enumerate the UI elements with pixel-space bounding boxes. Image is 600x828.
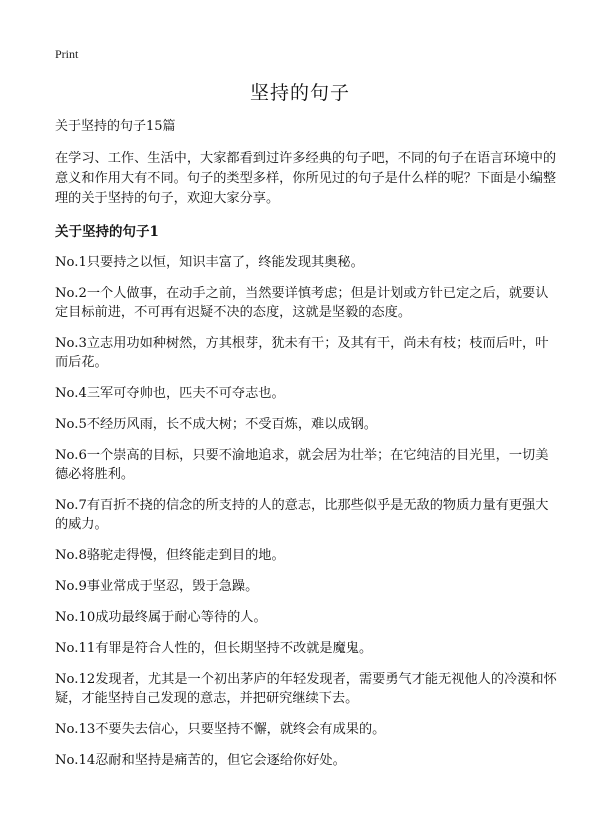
quote-item: No.3立志用功如种树然，方其根芽，犹未有干；及其有干，尚未有枝；枝而后叶，叶而后花。	[55, 336, 549, 370]
quote-item: No.5不经历风雨，长不成大树；不受百炼，难以成钢。	[55, 417, 377, 432]
quote-item: No.1只要持之以恒，知识丰富了，终能发现其奥秘。	[55, 255, 364, 270]
quote-item: No.4三军可夺帅也，匹夫不可夺志也。	[55, 386, 285, 401]
quote-item: No.7有百折不挠的信念的所支持的人的意志，比那些似乎是无敌的物质力量有更强大的威力。	[55, 498, 549, 532]
quote-item: No.13不要失去信心，只要坚持不懈，就终会有成果的。	[55, 722, 386, 737]
document-subtitle: 关于坚持的句子15篇	[55, 119, 176, 134]
quote-item: No.8骆驼走得慢，但终能走到目的地。	[55, 548, 285, 563]
quote-item: No.9事业常成于坚忍，毁于急躁。	[55, 579, 259, 594]
intro-paragraph: 在学习、工作、生活中，大家都看到过许多经典的句子吧，不同的句子在语言环境中的意义和作用大有不同。句子的类型多样，你所见过的句子是什么样的呢？下面是小编整理的关于坚持的句子，欢迎大家分享。	[55, 151, 557, 206]
quote-item: No.2一个人做事，在动手之前，当然要详慎考虑；但是计划或方针已定之后，就要认定目标前进，不可再有迟疑不决的态度，这就是坚毅的态度。	[55, 286, 549, 320]
quote-item: No.6一个崇高的目标，只要不渝地追求，就会居为壮举；在它纯洁的目光里，一切美德必将胜利。	[55, 448, 549, 482]
page-title: 坚持的句子	[249, 82, 350, 104]
section-heading: 关于坚持的句子1	[55, 224, 159, 240]
document-body	[55, 118, 558, 782]
print-link[interactable]: Print	[55, 47, 79, 61]
quote-item: No.12发现者，尤其是一个初出茅庐的年轻发现者，需要勇气才能无视他人的冷漠和怀疑，才能坚持自己发现的意志，并把研究继续下去。	[55, 672, 557, 706]
quote-item: No.14忍耐和坚持是痛苦的，但它会逐给你好处。	[55, 753, 346, 768]
quote-item: No.11有罪是符合人性的，但长期坚持不改就是魔鬼。	[55, 641, 373, 656]
quote-item: No.10成功最终属于耐心等待的人。	[55, 610, 267, 625]
